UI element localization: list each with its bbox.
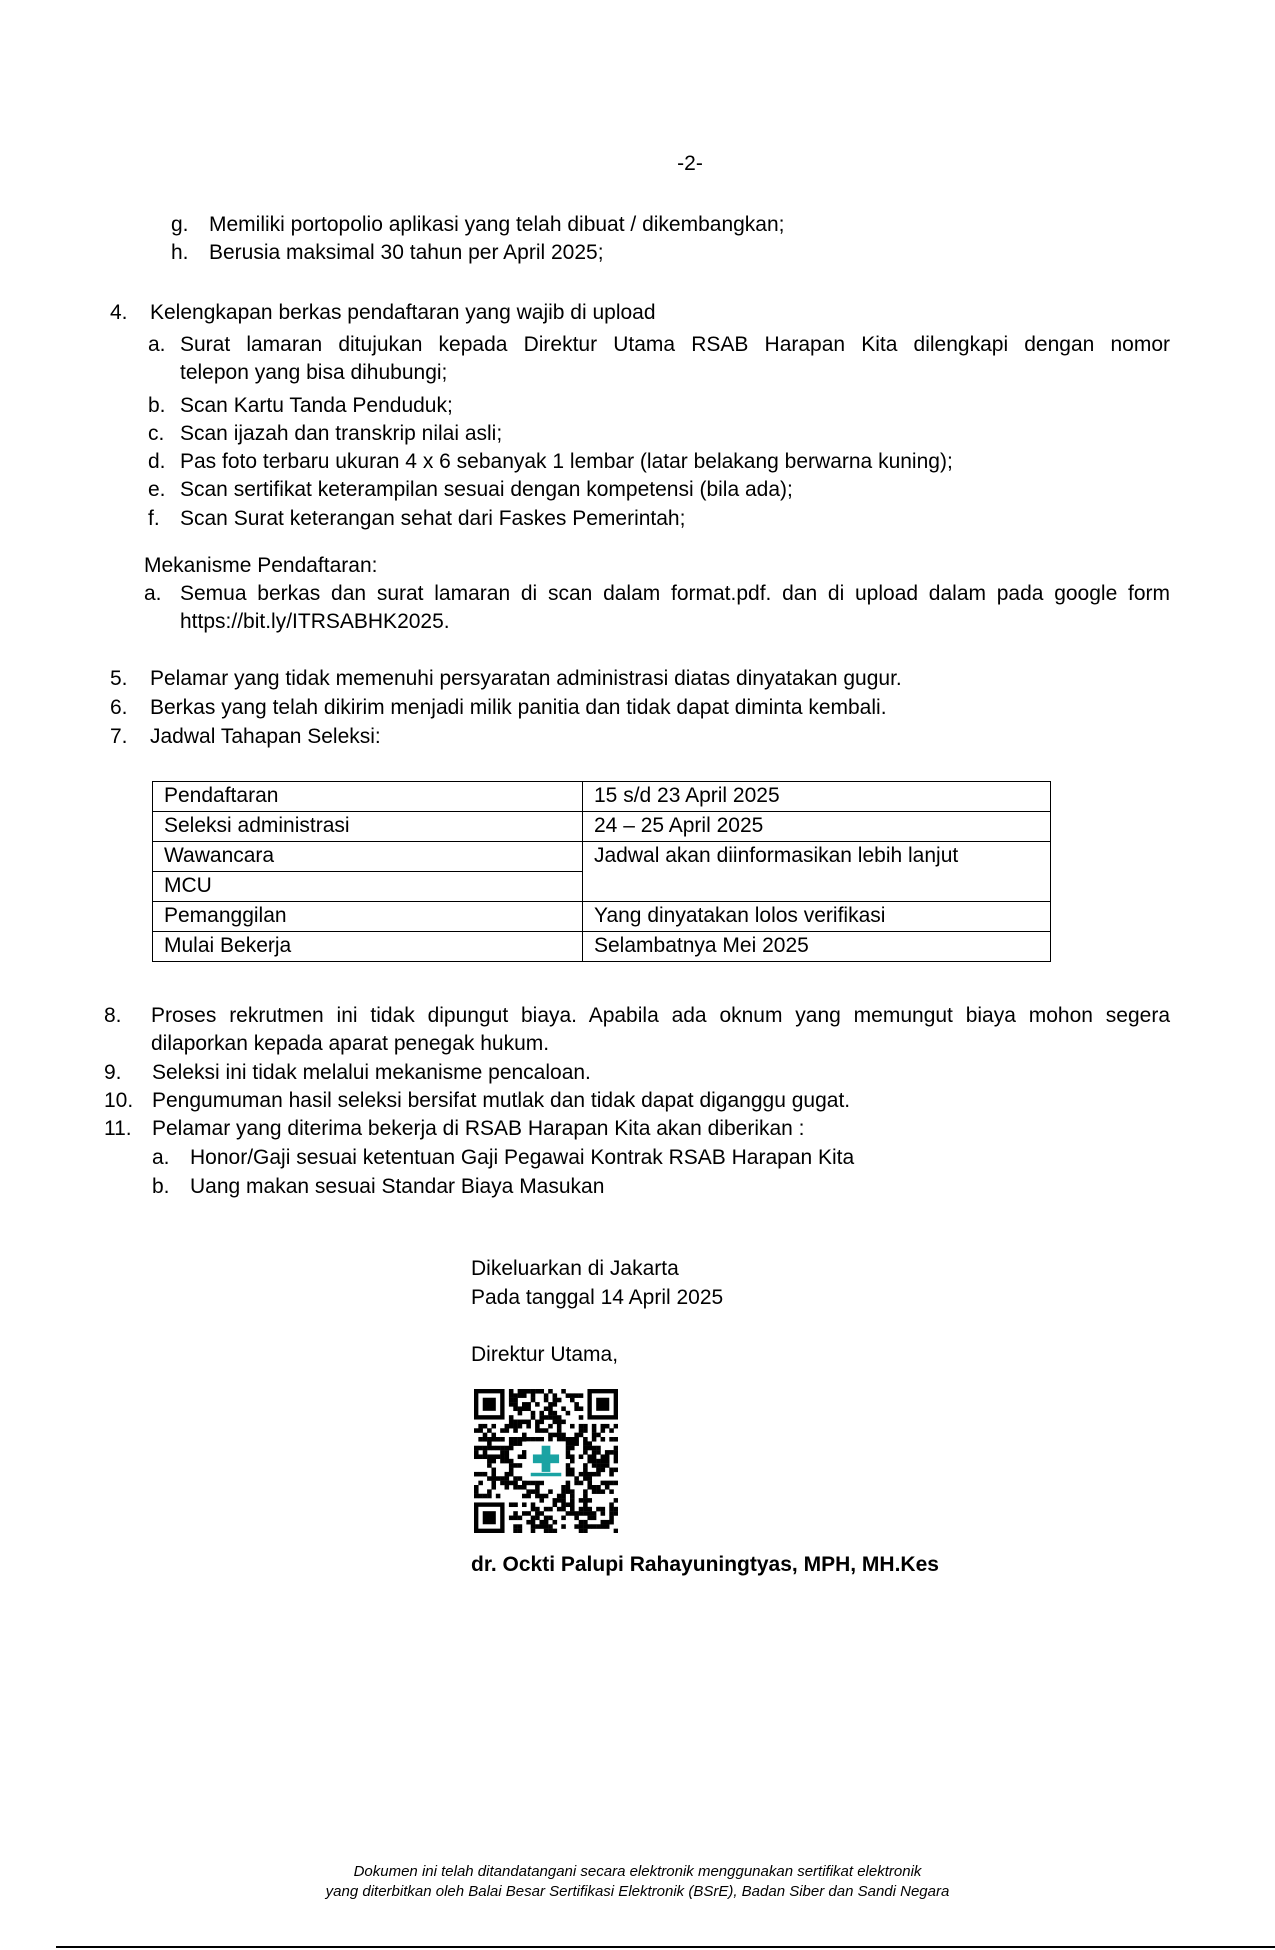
list-item-text: Pengumuman hasil seleksi bersifat mutlak dan tidak dapat diganggu gugat. bbox=[152, 1089, 851, 1112]
list-item-text: Seleksi ini tidak melalui mekanisme pencaloan. bbox=[152, 1061, 591, 1084]
list-marker: 9. bbox=[104, 1061, 122, 1084]
list-item-text: Memiliki portopolio aplikasi yang telah dibuat / dikembangkan; bbox=[209, 213, 785, 236]
list-item-text: Jadwal Tahapan Seleksi: bbox=[150, 725, 381, 748]
list-item-heading: Kelengkapan berkas pendaftaran yang wajib di upload bbox=[150, 301, 656, 324]
table-row bbox=[153, 902, 1051, 932]
footer-line-2: yang diterbitkan oleh Balai Besar Sertifikasi Elektronik (BSrE), Badan Siber dan Sandi Negara bbox=[325, 1883, 950, 1900]
stage-cell: MCU bbox=[153, 872, 583, 902]
list-marker: g. bbox=[171, 213, 189, 236]
footer-rule bbox=[56, 1946, 1275, 1948]
list-marker: 6. bbox=[110, 696, 128, 719]
list-marker: a. bbox=[152, 1146, 170, 1169]
stage-cell: Seleksi administrasi bbox=[153, 812, 583, 842]
table-row bbox=[153, 812, 1051, 842]
document-item-text: Surat lamaran ditujukan kepada Direktur Utama RSAB Harapan Kita dilengkapi dengan nomor bbox=[180, 333, 1170, 356]
document-item-text: Scan sertifikat keterampilan sesuai dengan kompetensi (bila ada); bbox=[180, 478, 793, 501]
date-cell: Selambatnya Mei 2025 bbox=[583, 932, 1051, 962]
table-row bbox=[153, 932, 1051, 962]
qr-code-icon bbox=[474, 1389, 618, 1533]
list-item-text: Berusia maksimal 30 tahun per April 2025; bbox=[209, 241, 604, 264]
list-item-text: Pelamar yang diterima bekerja di RSAB Harapan Kita akan diberikan : bbox=[152, 1117, 805, 1140]
issued-place: Dikeluarkan di Jakarta bbox=[471, 1257, 679, 1280]
mekanisme-text: Semua berkas dan surat lamaran di scan dalam format.pdf. dan di upload dalam pada google form bbox=[180, 582, 1170, 605]
list-item-text: Proses rekrutmen ini tidak dipungut biaya. Apabila ada oknum yang memungut biaya mohon segera bbox=[151, 1004, 1170, 1027]
date-cell: 15 s/d 23 April 2025 bbox=[583, 782, 1051, 812]
list-item-text: Pelamar yang tidak memenuhi persyaratan administrasi diatas dinyatakan gugur. bbox=[150, 667, 902, 690]
stage-cell: Pemanggilan bbox=[153, 902, 583, 932]
schedule-table bbox=[152, 781, 1051, 962]
issued-date: Pada tanggal 14 April 2025 bbox=[471, 1286, 724, 1309]
table-row bbox=[153, 842, 1051, 872]
list-marker: b. bbox=[148, 394, 166, 417]
list-marker: b. bbox=[152, 1175, 170, 1198]
stage-cell: Mulai Bekerja bbox=[153, 932, 583, 962]
page-number: -2- bbox=[677, 152, 703, 175]
list-marker: a. bbox=[148, 333, 166, 356]
list-marker: 11. bbox=[104, 1117, 132, 1140]
date-cell: 24 – 25 April 2025 bbox=[583, 812, 1051, 842]
list-marker: d. bbox=[148, 450, 166, 473]
list-marker: f. bbox=[148, 507, 160, 530]
mekanisme-heading: Mekanisme Pendaftaran: bbox=[144, 554, 378, 577]
document-item-text: Scan Surat keterangan sehat dari Faskes Pemerintah; bbox=[180, 507, 686, 530]
list-marker: 8. bbox=[104, 1004, 122, 1027]
benefit-item-text: Uang makan sesuai Standar Biaya Masukan bbox=[190, 1175, 605, 1198]
list-item-text: dilaporkan kepada aparat penegak hukum. bbox=[151, 1032, 550, 1055]
list-marker: 4. bbox=[110, 301, 128, 324]
list-marker: 10. bbox=[104, 1089, 134, 1112]
list-marker: h. bbox=[171, 241, 189, 264]
table-row bbox=[153, 782, 1051, 812]
document-item-text: Scan ijazah dan transkrip nilai asli; bbox=[180, 422, 503, 445]
document-item-text: telepon yang bisa dihubungi; bbox=[180, 361, 448, 384]
list-item-text: Berkas yang telah dikirim menjadi milik panitia dan tidak dapat diminta kembali. bbox=[150, 696, 887, 719]
document-item-text: Pas foto terbaru ukuran 4 x 6 sebanyak 1 lembar (latar belakang berwarna kuning); bbox=[180, 450, 953, 473]
list-marker: 7. bbox=[110, 725, 128, 748]
google-form-link[interactable]: https://bit.ly/ITRSABHK2025. bbox=[180, 610, 450, 633]
mekanisme-marker: a. bbox=[144, 582, 162, 605]
date-cell: Yang dinyatakan lolos verifikasi bbox=[583, 902, 1051, 932]
list-marker: e. bbox=[148, 478, 166, 501]
footer-line-1: Dokumen ini telah ditandatangani secara elektronik menggunakan sertifikat elektronik bbox=[353, 1863, 922, 1880]
signer-position: Direktur Utama, bbox=[471, 1343, 619, 1366]
list-marker: c. bbox=[148, 422, 165, 445]
list-marker: 5. bbox=[110, 667, 128, 690]
stage-cell: Pendaftaran bbox=[153, 782, 583, 812]
stage-cell: Wawancara bbox=[153, 842, 583, 872]
signer-name: dr. Ockti Palupi Rahayuningtyas, MPH, MH.Kes bbox=[471, 1553, 939, 1576]
date-cell: Jadwal akan diinformasikan lebih lanjut bbox=[583, 842, 1051, 902]
benefit-item-text: Honor/Gaji sesuai ketentuan Gaji Pegawai Kontrak RSAB Harapan Kita bbox=[190, 1146, 855, 1169]
document-item-text: Scan Kartu Tanda Penduduk; bbox=[180, 394, 453, 417]
